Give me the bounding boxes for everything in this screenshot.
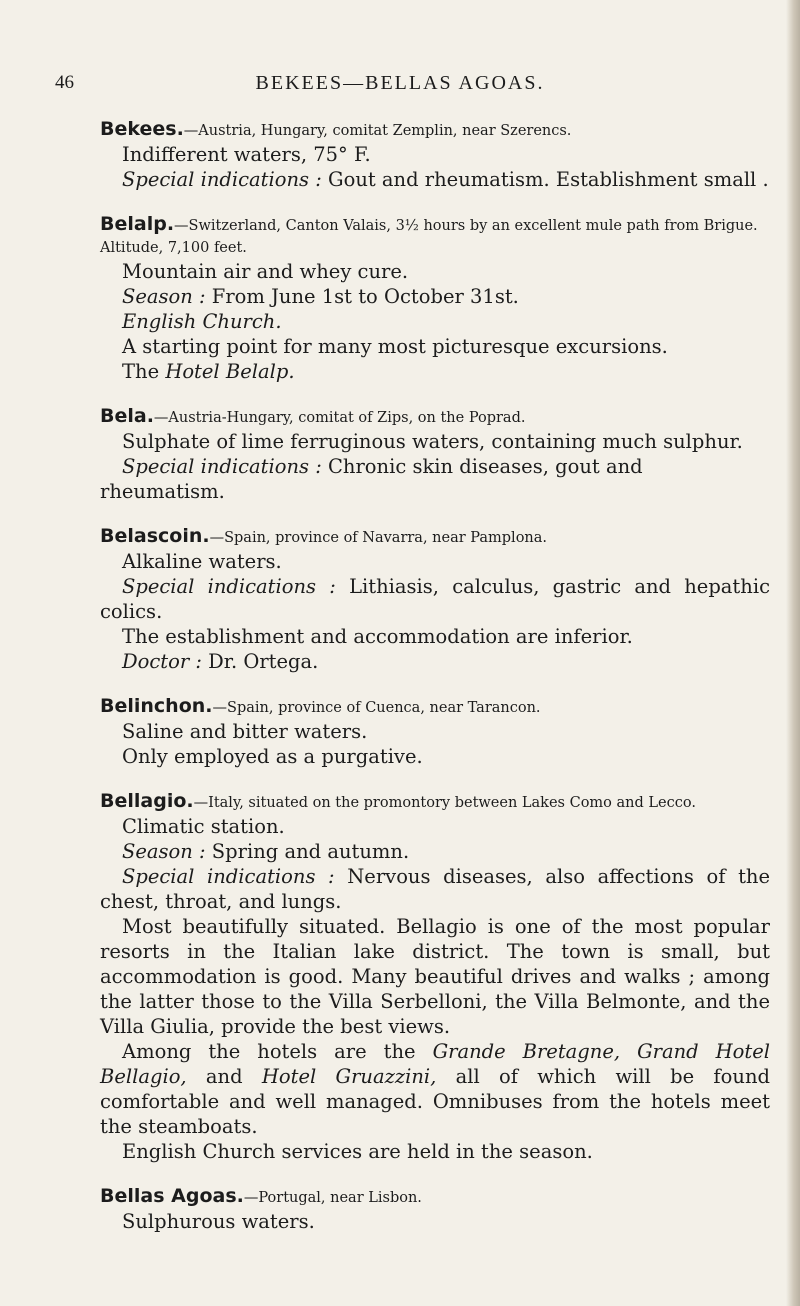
hotel-name: Grande Bretagne, xyxy=(432,1040,621,1063)
entry-line: Sulphate of lime ferruginous waters, containing much sulphur. xyxy=(122,430,743,453)
hotel-name: Grand Hotel Bellagio, xyxy=(100,1040,771,1088)
entry-location: —Switzerland, Canton Valais, 3½ hours by an excellent mule path from Brigue. Altitude, 7,100 feet. xyxy=(100,218,758,256)
entry-label: Special indications : xyxy=(122,865,335,888)
entry-line: Sulphurous waters. xyxy=(122,1210,315,1233)
entry-name: Belascoin. xyxy=(100,525,210,547)
entry-belinchon xyxy=(100,695,770,769)
page-header xyxy=(55,72,745,102)
hotel-name: Hotel Gruazzini, xyxy=(261,1065,437,1088)
entry-heading xyxy=(100,1185,770,1209)
hotel-name: Hotel Belalp. xyxy=(165,360,295,383)
entry-name: Bellas Agoas. xyxy=(100,1185,244,1207)
entry-line: Only employed as a purgative. xyxy=(122,745,423,768)
entry-line: Alkaline waters. xyxy=(122,550,282,573)
entry-line: Special indications : Chronic skin diseases, gout and rheumatism. xyxy=(100,455,643,503)
entry-bekees xyxy=(100,118,770,192)
entry-line: Indifferent waters, 75° F. xyxy=(122,143,371,166)
entry-location: —Italy, situated on the promontory between Lakes Como and Lecco. xyxy=(193,795,696,811)
entry-line: Doctor : Dr. Ortega. xyxy=(122,650,319,673)
entry-label: Special indications : xyxy=(122,455,322,478)
entry-label: Doctor : xyxy=(122,650,202,673)
entry-line: Mountain air and whey cure. xyxy=(122,260,409,283)
entry-line: A starting point for many most picturesque excursions. xyxy=(122,335,668,358)
entry-line: The Hotel Belalp. xyxy=(122,360,295,383)
entry-label: English Church. xyxy=(122,310,282,333)
entry-line: Climatic station. xyxy=(122,815,285,838)
entry-name: Bellagio. xyxy=(100,790,194,812)
entry-location: —Spain, province of Cuenca, near Tarancon. xyxy=(212,700,541,716)
entry-label: Special indications : xyxy=(122,575,336,598)
entry-bellagio xyxy=(100,790,770,1164)
entry-line: Special indications : Lithiasis, calculus, gastric and hepathic colics. xyxy=(100,575,770,623)
entry-location: —Austria-Hungary, comitat of Zips, on the Poprad. xyxy=(153,410,526,426)
entry-belalp xyxy=(100,213,770,384)
entry-heading xyxy=(100,525,770,549)
entry-label: Season : xyxy=(122,840,206,863)
entry-name: Belinchon. xyxy=(100,695,213,717)
entry-bela xyxy=(100,405,770,504)
entry-line: Special indications : Gout and rheumatism. Establishment small . xyxy=(122,168,769,191)
entry-line: English Church services are held in the season. xyxy=(122,1140,593,1163)
entry-label: Season : xyxy=(122,285,206,308)
entry-heading xyxy=(100,213,770,259)
entry-bellas-agoas xyxy=(100,1185,770,1234)
running-head: BEKEES—BELLAS AGOAS. xyxy=(255,72,545,94)
entry-heading xyxy=(100,695,770,719)
entry-name: Bekees. xyxy=(100,118,184,140)
page-number: 46 xyxy=(55,72,74,93)
entry-line: Special indications : Nervous diseases, also affections of the chest, throat, and lungs. xyxy=(100,865,771,913)
entry-line: Saline and bitter waters. xyxy=(122,720,368,743)
entry-line: Season : Spring and autumn. xyxy=(122,840,410,863)
entry-label: Special indications : xyxy=(122,168,322,191)
entry-name: Belalp. xyxy=(100,213,175,235)
page-edge-shadow xyxy=(786,0,800,1306)
entry-location: —Austria, Hungary, comitat Zemplin, near Szerencs. xyxy=(183,123,572,139)
entry-line: Most beautifully situated. Bellagio is one of the most popular resorts in the Italian lake district. The town is small, but accommodation is good. Many beautiful drives and walks ; among the latter those to the Villa Serbelloni, the Villa Belmonte, and the Villa Giulia, provide the best views. xyxy=(100,915,770,1038)
entry-belascoin xyxy=(100,525,770,674)
entry-location: —Spain, province of Navarra, near Pamplona. xyxy=(209,530,548,546)
entry-heading xyxy=(100,118,770,142)
entry-heading xyxy=(100,405,770,429)
entry-line xyxy=(100,309,770,334)
entry-name: Bela. xyxy=(100,405,154,427)
entry-line: Season : From June 1st to October 31st. xyxy=(122,285,519,308)
entry-line: The establishment and accommodation are inferior. xyxy=(122,625,633,648)
entry-line: Among the hotels are the Grande Bretagne, Grand Hotel Bellagio, and Hotel Gruazzini, all of which will be found comfortable and well managed. Omnibuses from the hotels meet the steamboats. xyxy=(100,1040,771,1138)
entry-location: —Portugal, near Lisbon. xyxy=(243,1190,422,1206)
entry-heading xyxy=(100,790,770,814)
entries-list xyxy=(100,118,770,1255)
